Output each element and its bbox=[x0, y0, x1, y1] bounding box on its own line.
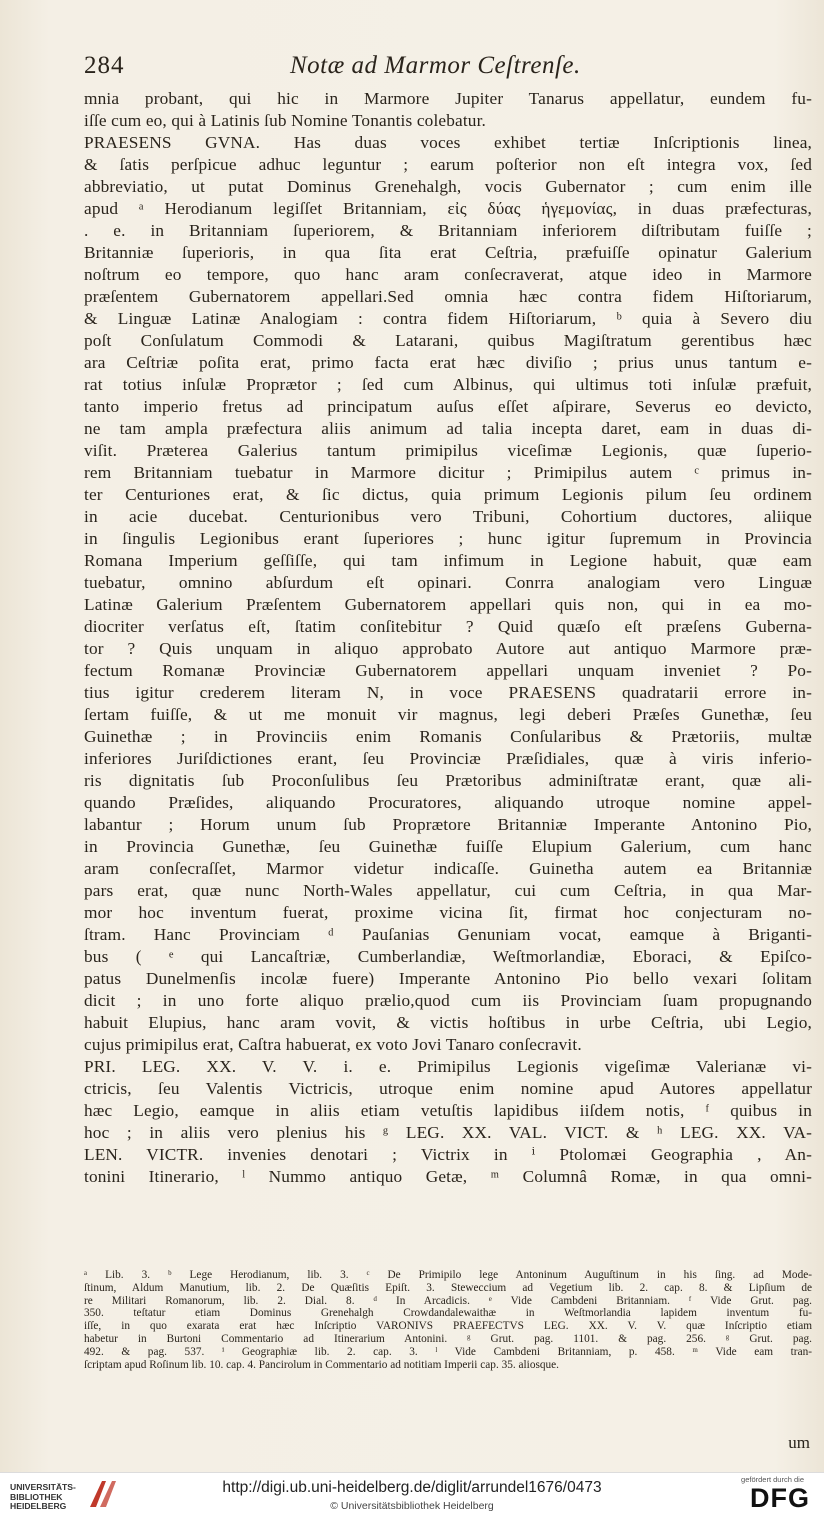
footnote-line: ſtinum, Aldum Manutium, lib. 2. De Quæſitis Epiſt. 3. Steweccium ad Vegetium lib. 2. cap. 8. & Lipſium de bbox=[84, 1281, 812, 1294]
viewer-footer bbox=[0, 1472, 824, 1519]
text-line: & ſatis perſpicue adhuc leguntur ; earum poſterior non eſt integra vox, ſed bbox=[84, 155, 812, 174]
text-line: mor hoc inventum fuerat, proxime vicina ſit, firmat hoc conjecturam no- bbox=[84, 903, 812, 922]
text-line: Guinethæ ; in Provinciis enim Romanis Conſularibus & Prætoriis, multæ bbox=[84, 727, 812, 746]
text-line: ſtram. Hanc Provinciam ᵈ Pauſanias Genuniam vocat, eamque à Briganti- bbox=[84, 925, 812, 944]
text-line: in acie ducebat. Centurionibus vero Tribuni, Cohortium ductores, aliique bbox=[84, 507, 812, 526]
text-line: tor ? Quis unquam in aliquo approbato Autore aut antiquo Marmore præ- bbox=[84, 639, 812, 658]
text-line: noſtrum eo tempore, quo hanc aram conſecraverat, atque ideo in Marmore bbox=[84, 265, 812, 284]
text-line: . e. in Britanniam ſuperiorem, & Britanniam inferiorem diſtributam fuiſſe ; bbox=[84, 221, 812, 240]
text-line: ara Ceſtriæ poſita erat, primo facta erat hæc diviſio ; prius unus tantum e- bbox=[84, 353, 812, 372]
main-text bbox=[84, 88, 812, 1188]
footnote-line: ᵃ Lib. 3. ᵇ Lege Herodianum, lib. 3. ᶜ De Primipilo lege Antoninum Auguſtinum in his ſing. ad Mode- bbox=[84, 1269, 812, 1281]
copyright-notice: © Universitätsbibliothek Heidelberg bbox=[330, 1500, 494, 1512]
dfg-logo[interactable]: DFG bbox=[750, 1483, 810, 1513]
text-line: & Linguæ Latinæ Analogiam : contra fidem Hiſtoriarum, ᵇ quia à Severo diu bbox=[84, 309, 812, 328]
text-line: inferiores Juriſdictiones erant, ſeu Provinciæ Præſidiales, quæ à viris inferio- bbox=[84, 749, 812, 768]
text-line: tanto imperio fretus ad principatum auſus eſſet aſpirare, Severus eo devicto, bbox=[84, 397, 812, 416]
text-line: rat totius inſulæ Proprætor ; ſed cum Albinus, qui ultimus toti inſulæ præfuit, bbox=[84, 375, 812, 394]
text-line: poſt Conſulatum Commodi & Latarani, quibus Magiſtratum gerentibus hæc bbox=[84, 331, 812, 350]
text-line: abbreviatio, ut putat Dominus Grenehalgh, vocis Gubernator ; cum enim ille bbox=[84, 177, 812, 196]
catchword: um bbox=[788, 1433, 810, 1452]
library-name: UNIVERSITÄTS- BIBLIOTHEK HEIDELBERG bbox=[10, 1482, 76, 1512]
footnote-line: re Militari Romanorum, lib. 2. Dial. 8. ᵈ In Arcadicis. ᵉ Vide Cambdeni Britanniam. ᶠ Vide Grut. pag. bbox=[84, 1294, 812, 1307]
permalink-url[interactable]: http://digi.ub.uni-heidelberg.de/diglit/arrundel1676/0473 bbox=[222, 1479, 602, 1496]
text-line: diocriter verſatus eſt, ſtatim conſitebitur ? Quid quæſo eſt præſens Guberna- bbox=[84, 617, 812, 636]
footnote-line: iſſe, in quo exarata erat hæc Inſcriptio VARONIVS PRAEFECTVS LEG. XX. V. V. quæ Inſcriptio etiam bbox=[84, 1320, 812, 1333]
text-line: Britanniæ ſuperioris, in qua ſita erat Ceſtria, præfuiſſe opinatur Galerium bbox=[84, 243, 812, 262]
text-line: patus Dunelmenſis incolæ fuere) Imperante Antonino Pio bello vexari ſolitam bbox=[84, 969, 812, 988]
text-line: viſit. Præterea Galerius tantum primipilus viceſimæ Legionis, quæ ſuperio- bbox=[84, 441, 812, 460]
text-line: tuebatur, omnino abſurdum eſt opinari. Conrra analogiam vero Linguæ bbox=[84, 573, 812, 592]
text-line: iſſe cum eo, qui à Latinis ſub Nomine Tonantis colebatur. bbox=[84, 111, 487, 130]
text-line: dicit ; in uno forte aliquo prælio,quod cum iis Provinciam ſuam propugnando bbox=[84, 991, 812, 1010]
text-line: bus ( ᵉ qui Lancaſtriæ, Cumberlandiæ, Weſtmorlandiæ, Eboraci, & Epiſco- bbox=[84, 947, 812, 966]
text-line: ter Centuriones erat, & ſic dictus, quia primum Legionis pilum ſeu ordinem bbox=[84, 485, 812, 504]
text-line: habuit Elupius, hanc aram vovit, & victis hoſtibus in urbe Ceſtria, ubi Legio, bbox=[84, 1013, 812, 1032]
text-line: Romana Imperium geſſiſſe, qui tam infimum in Legione habuit, quæ eam bbox=[84, 551, 812, 570]
page-number: 284 bbox=[84, 52, 125, 79]
footnote-line: 350. teſtatur etiam Dominus Grenehalgh Crowdandalewaithæ in Weſtmorlandia lapidem inventum fu- bbox=[84, 1307, 812, 1320]
text-line: præſentem Gubernatorem appellari.Sed omnia hæc contra fidem Hiſtoriarum, bbox=[84, 287, 812, 306]
text-line: LEN. VICTR. invenies denotari ; Victrix in ⁱ Ptolomæi Geographia , An- bbox=[84, 1145, 812, 1164]
text-line: hæc Legio, eamque in aliis etiam vetuſtis lapidibus iiſdem notis, ᶠ quibus in bbox=[84, 1101, 812, 1120]
text-line: ctricis, ſeu Valentis Victricis, utroque enim nomine apud Autores appellatur bbox=[84, 1079, 812, 1098]
text-line: tonini Itinerario, ˡ Nummo antiquo Getæ, ᵐ Columnâ Romæ, in qua omni- bbox=[84, 1167, 812, 1186]
text-line: ris dignitatis ſub Proconſulibus ſeu Prætoribus adminiſtratæ erant, quæ ali- bbox=[84, 771, 812, 790]
text-line: fectum Romanæ Provinciæ Gubernatorem appellari unquam inveniet ? Po- bbox=[84, 661, 812, 680]
text-line: Latinæ Galerium Præſentem Gubernatorem appellari quis non, qui in ea mo- bbox=[84, 595, 812, 614]
footnote-line: 492. & pag. 537. ⁱ Geographiæ lib. 2. cap. 3. ˡ Vide Cambdeni Britanniam, p. 458. ᵐ Vide eam tran- bbox=[84, 1345, 812, 1358]
text-line: in ſingulis Legionibus erant ſuperiores ; hunc igitur ſupremum in Provincia bbox=[84, 529, 812, 548]
footnote-line: habetur in Burtoni Commentario ad Itinerarium Antonini. ᵍ Grut. pag. 1101. & pag. 256. ᵍ Grut. pag. bbox=[84, 1332, 812, 1345]
footnotes bbox=[84, 1269, 812, 1371]
text-line: cujus primipilus erat, Caſtra habuerat, ex voto Jovi Tanaro conſecravit. bbox=[84, 1035, 582, 1054]
text-line: pars erat, quæ nunc North-Wales appellatur, cui cum Ceſtria, in qua Mar- bbox=[84, 881, 812, 900]
text-line: rem Britanniam tuebatur in Marmore dicitur ; Primipilus autem ᶜ primus in- bbox=[84, 463, 812, 482]
funder-caption: gefördert durch die bbox=[741, 1475, 804, 1484]
running-head: Notæ ad Marmor Ceſtrenſe. bbox=[290, 52, 581, 79]
text-line: PRI. LEG. XX. V. V. i. e. Primipilus Legionis vigeſimæ Valerianæ vi- bbox=[84, 1057, 812, 1076]
text-line: quando Præſides, aliquando Procuratores, aliquando utroque nomine appel- bbox=[84, 793, 812, 812]
text-line: labantur ; Horum unum ſub Proprætore Britanniæ Imperante Antonino Pio, bbox=[84, 815, 812, 834]
text-line: in Provincia Gunethæ, ſeu Guinethæ fuiſſe Elupium Galerium, cum hanc bbox=[84, 837, 812, 856]
text-line: apud ᵃ Herodianum legiſſet Britanniam, εἰς δύας ἡγεμονίας, in duas præfecturas, bbox=[84, 199, 812, 218]
text-line: mnia probant, qui hic in Marmore Jupiter Tanarus appellatur, eundem fu- bbox=[84, 89, 812, 108]
text-line: aram conſecraſſet, Marmor videtur indicaſſe. Guinetha autem ea Britanniæ bbox=[84, 859, 812, 878]
text-line: ne tam ampla præfectura aliis animum ad talia incepta daret, eam in duas di- bbox=[84, 419, 812, 438]
footnote-line: ſcriptam apud Roſinum lib. 10. cap. 4. Pancirolum in Commentario ad notitiam Imperii cap. 35. aliosque. bbox=[84, 1358, 560, 1371]
text-line: PRAESENS GVNA. Has duas voces exhibet tertiæ Inſcriptionis linea, bbox=[84, 133, 812, 152]
text-line: tius igitur crederem literam N, in voce PRAESENS quadratarii errore in- bbox=[84, 683, 812, 702]
text-line: hoc ; in aliis vero plenius his ᵍ LEG. XX. VAL. VICT. & ʰ LEG. XX. VA- bbox=[84, 1123, 812, 1142]
text-line: ſertam fuiſſe, & ut me monuit vir magnus, legi deberi Præſes Gunethæ, ſeu bbox=[84, 705, 812, 724]
